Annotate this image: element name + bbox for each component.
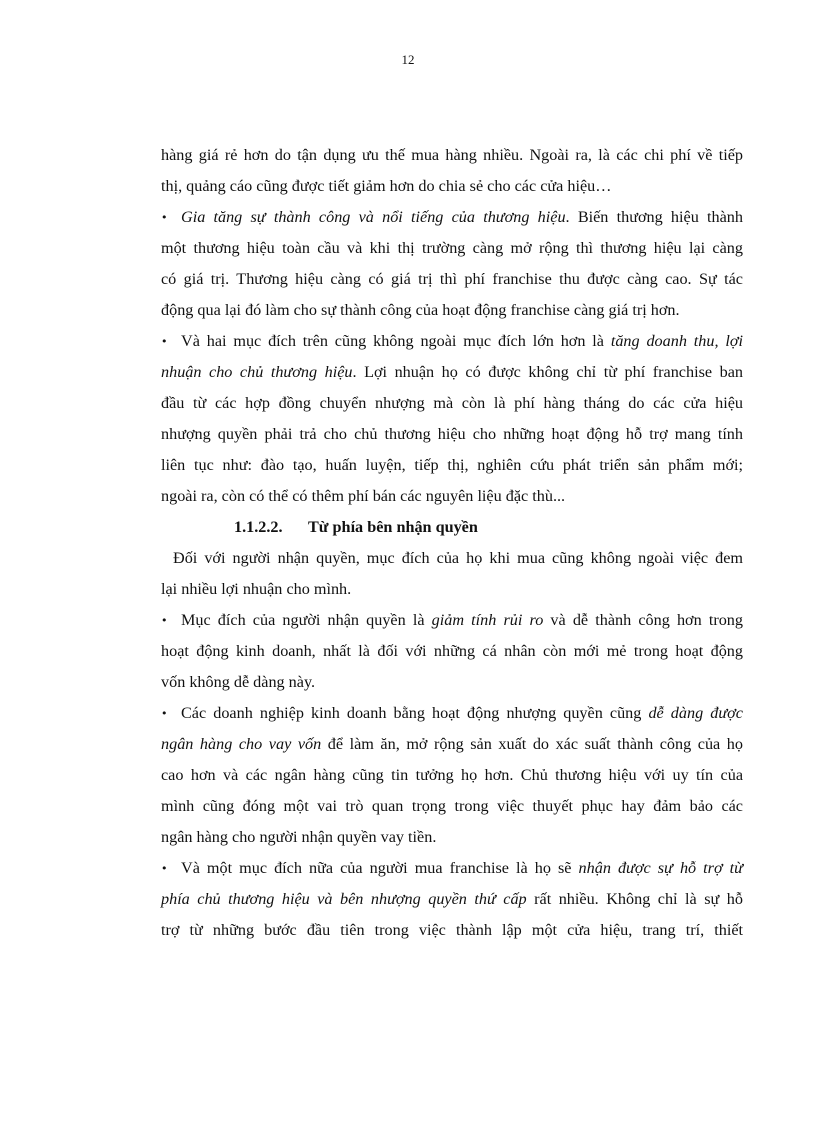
text-line (161, 543, 743, 574)
text-line (161, 915, 743, 946)
text-run: cao hơn và các ngân hàng cũng tin tưởng họ hơn. Chủ thương hiệu với uy tín của (161, 766, 743, 784)
italic-text: giảm tính rủi ro (431, 611, 544, 629)
text-line (161, 822, 743, 853)
text-line (161, 388, 743, 419)
text-line (161, 791, 743, 822)
bullet-item (161, 605, 743, 698)
paragraph (161, 543, 743, 605)
bullet-item (161, 202, 743, 326)
section-heading (161, 512, 743, 543)
bullet-icon: • (161, 707, 168, 720)
text-run: trợ từ những bước đầu tiên trong việc thành lập một cửa hiệu, trang trí, thiết (161, 921, 743, 939)
text-line (161, 171, 743, 202)
text-run: liên tục như: đào tạo, huấn luyện, tiếp thị, nghiên cứu phát triển sản phẩm mới; (161, 456, 743, 474)
page-number: 12 (401, 52, 415, 67)
text-run: nhượng quyền phải trả cho chủ thương hiệu cho những hoạt động hỗ trợ mang tính (161, 425, 743, 443)
italic-text: nhuận cho chủ thương hiệu (161, 363, 353, 381)
bullet-icon: • (161, 614, 168, 627)
italic-text: dễ dàng được (648, 704, 743, 722)
bullet-icon: • (161, 862, 168, 875)
text-run: ngoài ra, còn có thể có thêm phí bán các nguyên liệu đặc thù... (161, 487, 566, 505)
text-line (161, 853, 743, 884)
text-line (161, 419, 743, 450)
text-run: một thương hiệu toàn cầu và khi thị trường càng mở rộng thì thương hiệu lại càng (161, 239, 743, 257)
text-run: có giá trị. Thương hiệu càng có giá trị thì phí franchise thu được càng cao. Sự tác (161, 270, 743, 288)
italic-text: Gia tăng sự thành công và nổi tiếng của thương hiệu (181, 208, 566, 226)
heading-title: Từ phía bên nhận quyền (308, 518, 478, 536)
text-line (161, 729, 743, 760)
bullet-item (161, 698, 743, 853)
bullet-icon: • (161, 211, 168, 224)
italic-text: tăng doanh thu, lợi (610, 332, 743, 350)
text-run: thị, quảng cáo cũng được tiết giảm hơn do chia sẻ cho các cửa hiệu… (161, 177, 612, 195)
paragraph (161, 140, 743, 202)
bullet-item (161, 853, 743, 946)
text-run: hoạt động kinh doanh, nhất là đối với những cá nhân còn mới mẻ trong hoạt động (161, 642, 743, 660)
bullet-item (161, 326, 743, 512)
text-line (161, 450, 743, 481)
text-line (161, 295, 743, 326)
text-run: đầu từ các hợp đồng chuyển nhượng mà còn là phí hàng tháng do các cửa hiệu (161, 394, 743, 412)
italic-text: phía chủ thương hiệu và bên nhượng quyền thứ cấp (161, 890, 527, 908)
text-run: lại nhiều lợi nhuận cho mình. (161, 580, 352, 598)
text-line (161, 140, 743, 171)
italic-text: ngân hàng cho vay vốn (161, 735, 322, 753)
text-line (161, 264, 743, 295)
text-line (161, 233, 743, 264)
text-run: Đối với người nhận quyền, mục đích của họ khi mua cũng không ngoài việc đem (173, 549, 743, 567)
italic-text: nhận được sự hỗ trợ từ (578, 859, 744, 877)
text-line (161, 884, 743, 915)
text-run: động qua lại đó làm cho sự thành công của hoạt động franchise càng giá trị hơn. (161, 301, 680, 319)
text-run: rất nhiều. Không chỉ là sự hỗ (526, 890, 743, 908)
text-run: vốn không dễ dàng này. (161, 673, 316, 691)
text-line (161, 574, 743, 605)
text-line (161, 202, 743, 233)
bullet-icon: • (161, 335, 168, 348)
text-run: Và hai mục đích trên cũng không ngoài mục đích lớn hơn là (181, 332, 611, 350)
text-run: Các doanh nghiệp kinh doanh bằng hoạt động nhượng quyền cũng (181, 704, 649, 722)
text-run: mình cũng đóng một vai trò quan trọng trong việc thuyết phục hay đảm bảo các (161, 797, 743, 815)
document-body (161, 140, 743, 946)
text-run: và dễ thành công hơn trong (543, 611, 743, 629)
text-run: để làm ăn, mở rộng sản xuất do xác suất thành công của họ (321, 735, 743, 753)
text-run: Và một mục đích nữa của người mua franchise là họ sẽ (181, 859, 579, 877)
text-line (161, 357, 743, 388)
text-line (161, 667, 743, 698)
heading-number: 1.1.2.2. (234, 518, 283, 536)
text-line (161, 481, 743, 512)
text-line (161, 605, 743, 636)
heading-line (161, 512, 743, 543)
text-run: hàng giá rẻ hơn do tận dụng ưu thế mua hàng nhiều. Ngoài ra, là các chi phí về tiếp (161, 146, 743, 164)
text-line (161, 760, 743, 791)
text-run: . Biến thương hiệu thành (565, 208, 743, 226)
text-line (161, 636, 743, 667)
text-run: . Lợi nhuận họ có được không chỉ từ phí franchise ban (352, 363, 743, 381)
text-run: ngân hàng cho người nhận quyền vay tiền. (161, 828, 437, 846)
text-run: Mục đích của người nhận quyền là (181, 611, 432, 629)
text-line (161, 698, 743, 729)
text-line (161, 326, 743, 357)
